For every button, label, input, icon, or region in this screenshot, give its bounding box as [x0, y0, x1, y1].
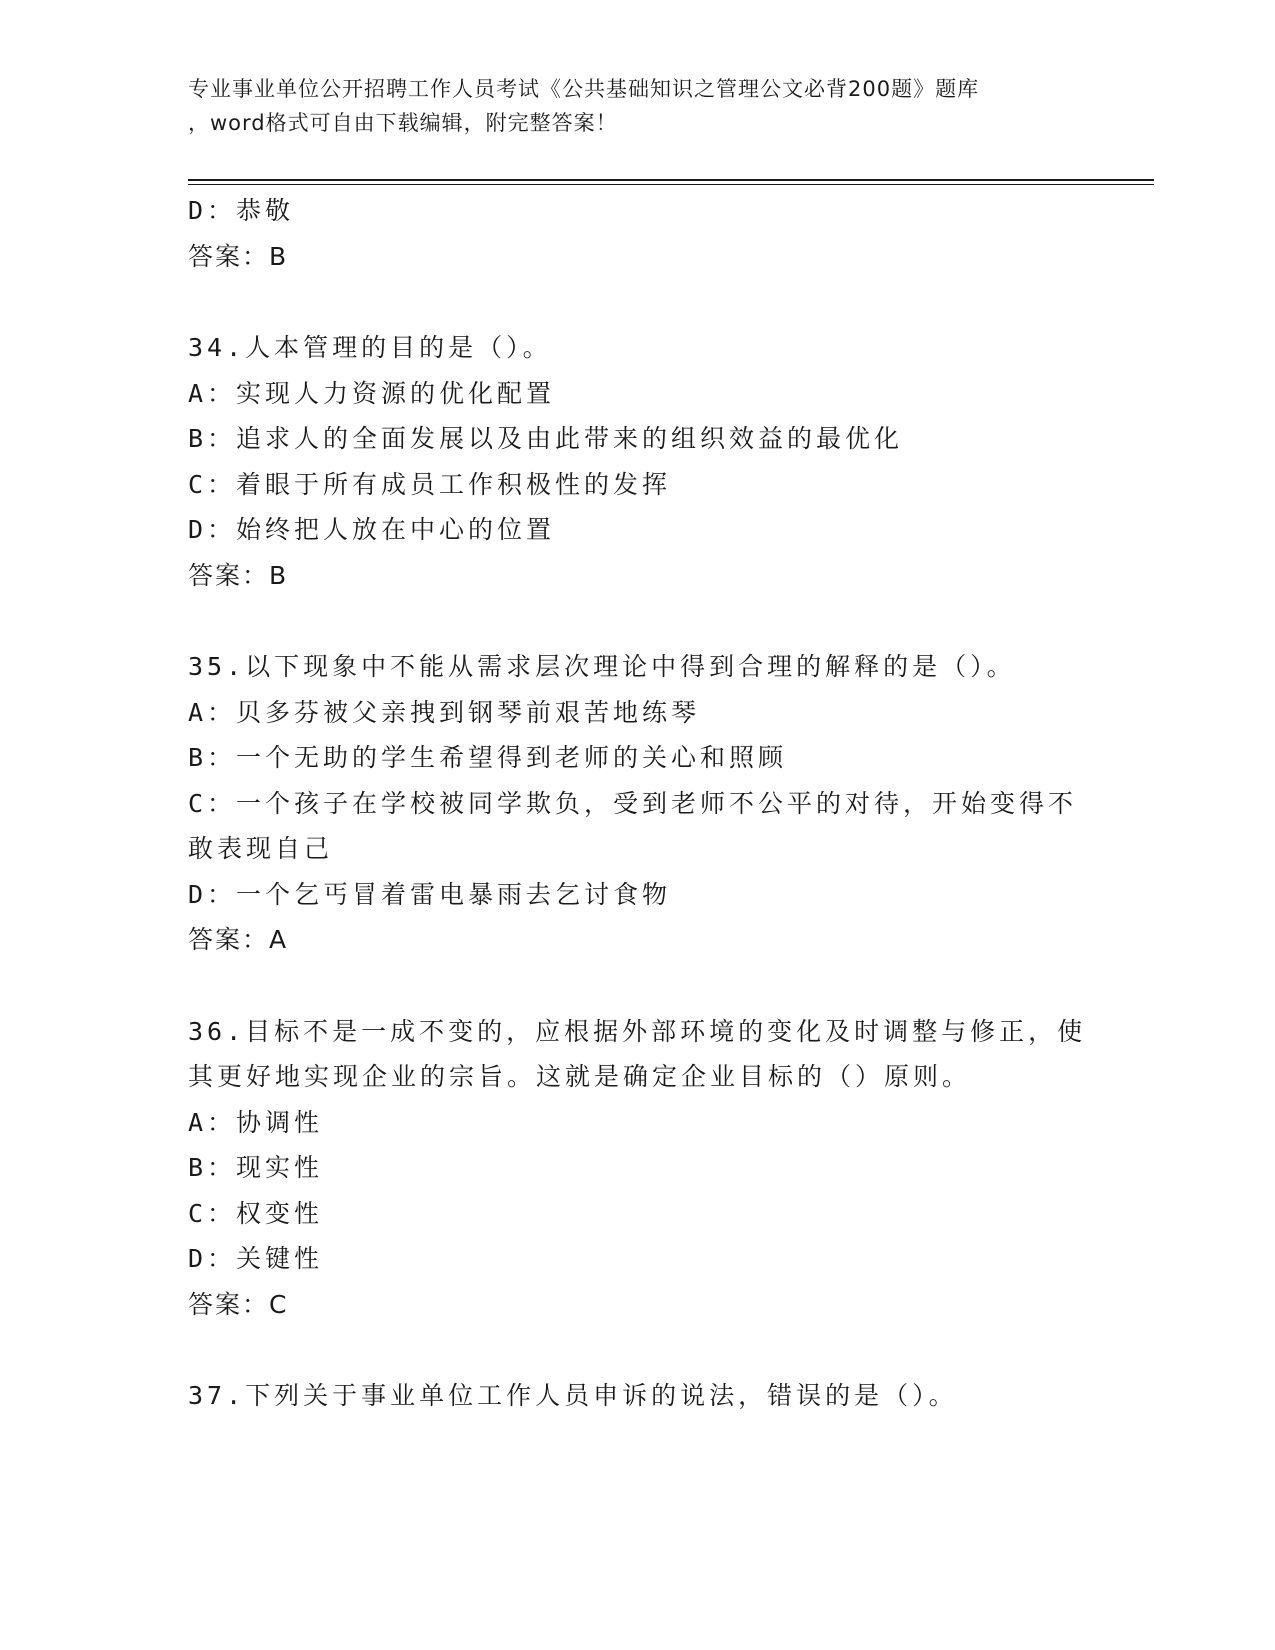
- answer-line: 答案：B: [188, 241, 289, 271]
- question-34: [188, 325, 1068, 598]
- header-divider-thin: [188, 184, 1154, 185]
- question-gap: [188, 279, 1068, 325]
- question-stem: 37.下列关于事业单位工作人员申诉的说法，错误的是（）。: [188, 1381, 958, 1410]
- question-stem-continued: 其更好地实现企业的宗旨。这就是确定企业目标的（）原则。: [188, 1062, 972, 1091]
- option-d: D：始终把人放在中心的位置: [188, 515, 556, 544]
- option-b: B：现实性: [188, 1153, 324, 1182]
- option-c: C：一个孩子在学校被同学欺负，受到老师不公平的对待，开始变得不: [188, 788, 1078, 818]
- option-a: A：实现人力资源的优化配置: [188, 378, 556, 408]
- question-36: [188, 1009, 1087, 1328]
- question-37: [188, 1373, 1068, 1419]
- question-gap: [188, 963, 1068, 1009]
- option-a: A：贝多芬被父亲拽到钢琴前艰苦地练琴: [188, 697, 701, 727]
- header-title-line-2: ，word格式可自由下载编辑，附完整答案！: [188, 111, 618, 135]
- question-gap: [188, 1327, 1068, 1373]
- option-d: D：一个乞丐冒着雷电暴雨去乞讨食物: [188, 879, 672, 909]
- question-stem: 34.人本管理的目的是（）。: [188, 333, 552, 362]
- question-stem: 36.目标不是一成不变的，应根据外部环境的变化及时调整与修正，使: [188, 1016, 1087, 1046]
- option-c: C：着眼于所有成员工作积极性的发挥: [188, 469, 672, 499]
- option-d: D：恭敬: [188, 196, 295, 225]
- answer-line: 答案：C: [188, 1289, 289, 1319]
- option-a: A：协调性: [188, 1107, 324, 1137]
- header-title-line-1: 专业事业单位公开招聘工作人员考试《公共基础知识之管理公文必背200题》题库: [188, 77, 980, 101]
- question-stem: 35.以下现象中不能从需求层次理论中得到合理的解释的是（）。: [188, 652, 1016, 681]
- answer-line: 答案：A: [188, 925, 289, 954]
- question-35: [188, 644, 1078, 963]
- answer-line: 答案：B: [188, 560, 289, 590]
- document-header: [188, 72, 1088, 140]
- option-d: D：关键性: [188, 1244, 324, 1273]
- question-gap: [188, 598, 1068, 644]
- option-c-continued: 敢表现自己: [188, 834, 334, 863]
- option-c: C：权变性: [188, 1198, 324, 1228]
- header-divider-thick: [188, 179, 1154, 181]
- question-content: [188, 188, 1087, 1419]
- option-b: B：追求人的全面发展以及由此带来的组织效益的最优化: [188, 424, 904, 453]
- option-b: B：一个无助的学生希望得到老师的关心和照顾: [188, 743, 788, 772]
